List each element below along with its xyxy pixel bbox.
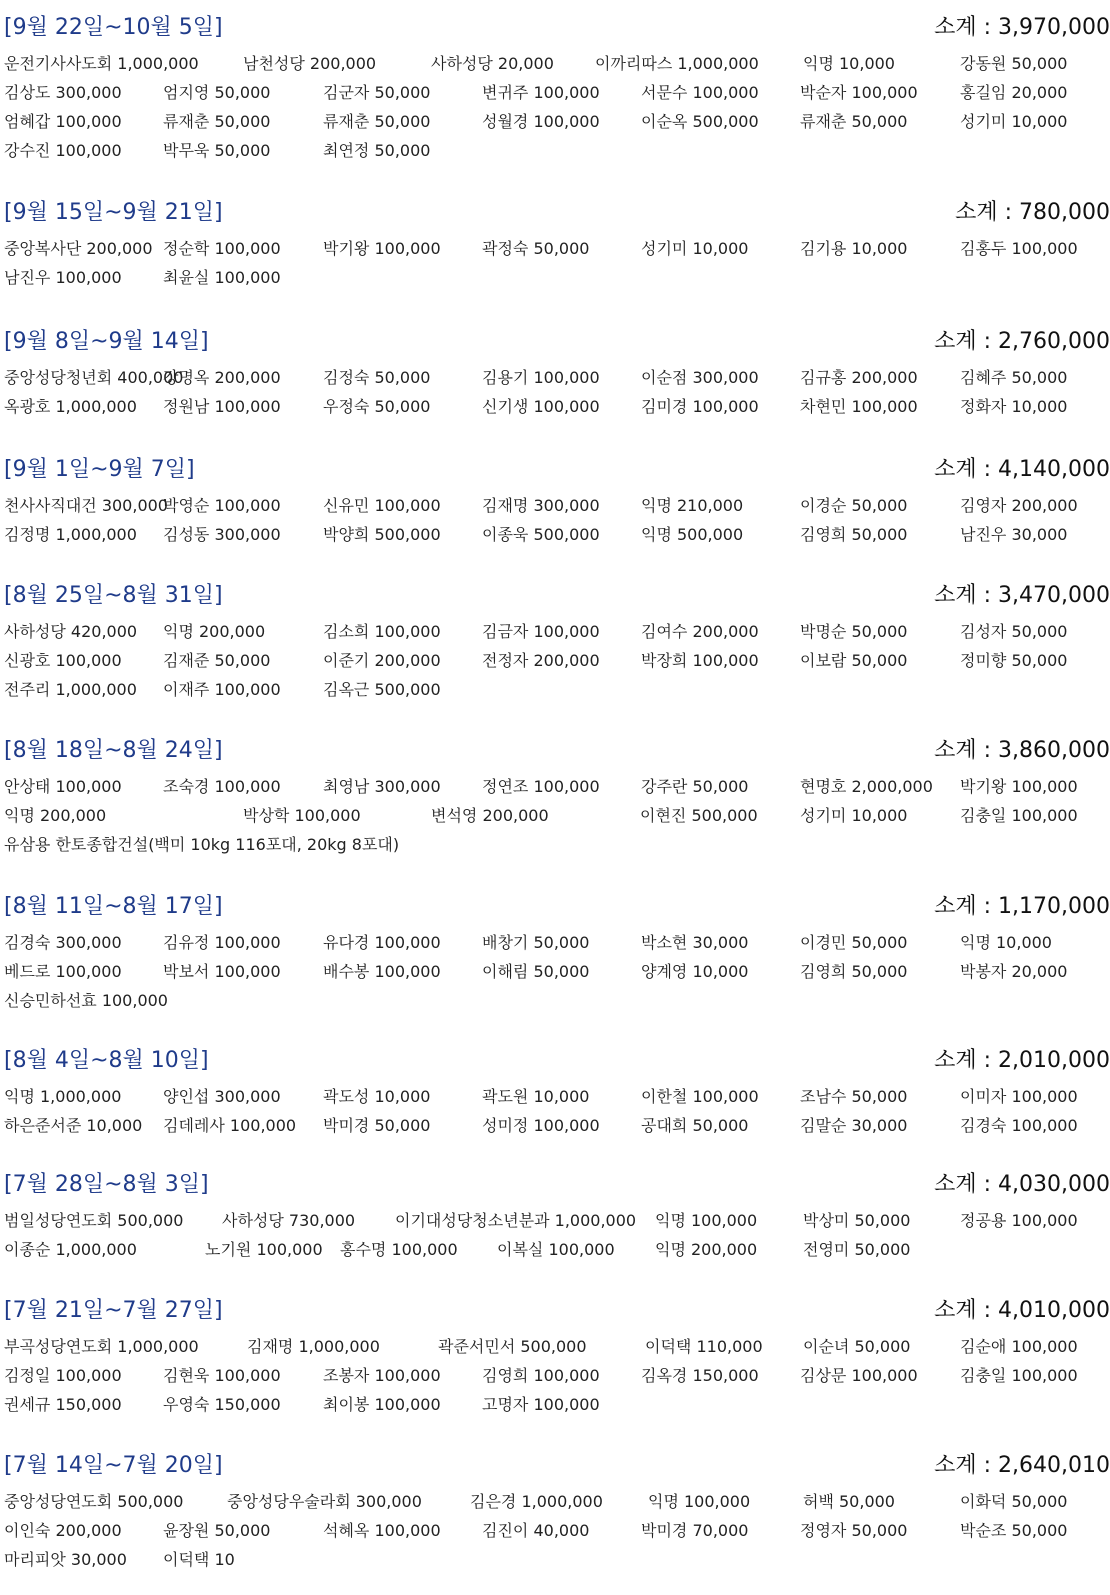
- donor-entry: 박무욱 50,000: [163, 141, 271, 160]
- donor-entry: 이경민 50,000: [800, 933, 908, 952]
- donor-entry: 이경순 50,000: [800, 496, 908, 515]
- donor-entry: 중앙복사단 200,000: [4, 239, 153, 258]
- donor-entry: 박기왕 100,000: [960, 777, 1078, 796]
- donor-entry: 김말순 30,000: [800, 1116, 908, 1135]
- donor-entry: 박순자 100,000: [800, 83, 918, 102]
- donor-entry: 박기왕 100,000: [323, 239, 441, 258]
- donor-entry: 이재주 100,000: [163, 680, 281, 699]
- donor-entry: 김충일 100,000: [960, 1366, 1078, 1385]
- donor-entry: 조숙경 100,000: [163, 777, 281, 796]
- donor-entry: 신승민하선효 100,000: [4, 991, 168, 1010]
- donor-entry: 서문수 100,000: [641, 83, 759, 102]
- donor-entry: 김정명 1,000,000: [4, 525, 137, 544]
- donor-entry: 이기대성당청소년분과 1,000,000: [395, 1211, 637, 1230]
- donor-entry: 정영자 50,000: [800, 1521, 908, 1540]
- donor-entry: 석혜옥 100,000: [323, 1521, 441, 1540]
- donor-entry: 김기용 10,000: [800, 239, 908, 258]
- donor-entry: 곽도성 10,000: [323, 1087, 431, 1106]
- donor-entry: 김영자 200,000: [960, 496, 1078, 515]
- donor-row: [0, 522, 1110, 546]
- subtotal: 소계 : 780,000: [955, 200, 1110, 225]
- donor-entry: 배수봉 100,000: [323, 962, 441, 981]
- donor-entry: 신기생 100,000: [482, 397, 600, 416]
- donor-row: [0, 619, 1110, 643]
- donor-entry: 익명 200,000: [655, 1240, 758, 1259]
- donor-entry: 전정자 200,000: [482, 651, 600, 670]
- donor-entry: 범일성당연도회 500,000: [4, 1211, 184, 1230]
- week-range-title: [8월 18일~8월 24일]: [4, 738, 223, 763]
- donor-entry: 최영남 300,000: [323, 777, 441, 796]
- donor-entry: 신광호 100,000: [4, 651, 122, 670]
- donor-entry: 김옥근 500,000: [323, 680, 441, 699]
- donor-entry: 마리피앗 30,000: [4, 1550, 127, 1569]
- donor-entry: 전주리 1,000,000: [4, 680, 137, 699]
- subtotal: 소계 : 2,640,010: [934, 1453, 1110, 1478]
- donor-entry: 정순학 100,000: [163, 239, 281, 258]
- donor-entry: 홍수명 100,000: [340, 1240, 458, 1259]
- donor-row: [0, 365, 1110, 389]
- donor-entry: 노기원 100,000: [205, 1240, 323, 1259]
- donor-entry: 강주란 50,000: [641, 777, 749, 796]
- donor-entry: 강수진 100,000: [4, 141, 122, 160]
- donor-entry: 고명자 100,000: [482, 1395, 600, 1414]
- donor-row: [0, 80, 1110, 104]
- donor-entry: 곽정숙 50,000: [482, 239, 590, 258]
- donor-entry: 하은준서준 10,000: [4, 1116, 143, 1135]
- donor-entry: 김재준 50,000: [163, 651, 271, 670]
- donor-entry: 홍길임 20,000: [960, 83, 1068, 102]
- donor-entry: 권세규 150,000: [4, 1395, 122, 1414]
- donor-entry: 허백 50,000: [803, 1492, 895, 1511]
- donor-entry: 베드로 100,000: [4, 962, 122, 981]
- donor-entry: 박미경 70,000: [641, 1521, 749, 1540]
- donor-entry: 김규홍 200,000: [800, 368, 918, 387]
- donor-entry: 김순애 100,000: [960, 1337, 1078, 1356]
- subtotal: 소계 : 1,170,000: [934, 894, 1110, 919]
- donor-entry: 양인섭 300,000: [163, 1087, 281, 1106]
- donor-entry: 성기미 10,000: [800, 806, 908, 825]
- donor-entry: 차현민 100,000: [800, 397, 918, 416]
- donor-row: [0, 1237, 1110, 1261]
- donor-entry: 김진이 40,000: [482, 1521, 590, 1540]
- donor-entry: 류재춘 50,000: [163, 112, 271, 131]
- donor-entry: 옥광호 1,000,000: [4, 397, 137, 416]
- donor-entry: 이순점 300,000: [641, 368, 759, 387]
- donor-entry: 박장희 100,000: [641, 651, 759, 670]
- donor-entry: 신유민 100,000: [323, 496, 441, 515]
- donor-row: [0, 394, 1110, 418]
- donor-row: [0, 1084, 1110, 1108]
- week-range-title: [9월 1일~9월 7일]: [4, 457, 195, 482]
- week-range-title: [9월 8일~9월 14일]: [4, 329, 209, 354]
- week-range-title: [8월 25일~8월 31일]: [4, 583, 223, 608]
- donor-entry: 곽준서민서 500,000: [438, 1337, 587, 1356]
- donor-entry: 김혜주 50,000: [960, 368, 1068, 387]
- donor-row: [0, 1518, 1110, 1542]
- donor-entry: 정화자 10,000: [960, 397, 1068, 416]
- donor-entry: 조남수 50,000: [800, 1087, 908, 1106]
- donor-entry: 이종순 1,000,000: [4, 1240, 137, 1259]
- donor-entry: 양계영 10,000: [641, 962, 749, 981]
- donor-entry: 남천성당 200,000: [243, 54, 377, 73]
- donor-entry: 현명호 2,000,000: [800, 777, 933, 796]
- donor-entry: 김경숙 300,000: [4, 933, 122, 952]
- donor-entry: 남진우 100,000: [4, 268, 122, 287]
- donor-entry: 이복실 100,000: [497, 1240, 615, 1259]
- donor-entry: 김충일 100,000: [960, 806, 1078, 825]
- donor-row: [0, 677, 1110, 701]
- week-range-title: [8월 4일~8월 10일]: [4, 1048, 209, 1073]
- subtotal: 소계 : 3,860,000: [934, 738, 1110, 763]
- donor-entry: 박양희 500,000: [323, 525, 441, 544]
- donor-entry: 김재명 1,000,000: [247, 1337, 380, 1356]
- donor-entry: 김상문 100,000: [800, 1366, 918, 1385]
- donor-entry: 박보서 100,000: [163, 962, 281, 981]
- donor-entry: 익명 100,000: [655, 1211, 758, 1230]
- donor-row: [0, 236, 1110, 260]
- donor-entry: 김경숙 100,000: [960, 1116, 1078, 1135]
- donor-entry: 이보람 50,000: [800, 651, 908, 670]
- donor-entry: 이화덕 50,000: [960, 1492, 1068, 1511]
- donor-entry: 김은경 1,000,000: [470, 1492, 603, 1511]
- donor-entry: 김데레사 100,000: [163, 1116, 297, 1135]
- donor-row: [0, 959, 1110, 983]
- donor-entry: 김현욱 100,000: [163, 1366, 281, 1385]
- donor-entry: 배창기 50,000: [482, 933, 590, 952]
- subtotal: 소계 : 3,470,000: [934, 583, 1110, 608]
- donor-entry: 익명 200,000: [163, 622, 266, 641]
- donor-entry: 김금자 100,000: [482, 622, 600, 641]
- subtotal: 소계 : 4,030,000: [934, 1172, 1110, 1197]
- donor-entry: 중앙성당연도회 500,000: [4, 1492, 184, 1511]
- donor-entry: 김성동 300,000: [163, 525, 281, 544]
- donor-entry: 이덕택 10: [163, 1550, 235, 1569]
- donor-entry: 공대희 50,000: [641, 1116, 749, 1135]
- week-range-title: [9월 15일~9월 21일]: [4, 200, 223, 225]
- donor-entry: 이순녀 50,000: [803, 1337, 911, 1356]
- donor-entry: 강동원 50,000: [960, 54, 1068, 73]
- donor-entry: 박상학 100,000: [243, 806, 361, 825]
- donor-entry: 김영희 50,000: [800, 962, 908, 981]
- subtotal: 소계 : 2,010,000: [934, 1048, 1110, 1073]
- donor-entry: 변석영 200,000: [431, 806, 549, 825]
- donor-entry: 익명 100,000: [648, 1492, 751, 1511]
- week-range-title: [7월 14일~7월 20일]: [4, 1453, 223, 1478]
- donor-entry: 김군자 50,000: [323, 83, 431, 102]
- donor-entry: 정미향 50,000: [960, 651, 1068, 670]
- donor-entry: 박미경 50,000: [323, 1116, 431, 1135]
- donor-entry: 류재춘 50,000: [800, 112, 908, 131]
- donor-entry: 엄지영 50,000: [163, 83, 271, 102]
- donor-entry: 이종욱 500,000: [482, 525, 600, 544]
- donor-entry: 김홍두 100,000: [960, 239, 1078, 258]
- donor-entry: 사하성당 730,000: [222, 1211, 356, 1230]
- donor-entry: 이준기 200,000: [323, 651, 441, 670]
- donor-entry: 박소현 30,000: [641, 933, 749, 952]
- week-range-title: [8월 11일~8월 17일]: [4, 894, 223, 919]
- donor-entry: 정연조 100,000: [482, 777, 600, 796]
- donor-entry: 익명 10,000: [803, 54, 895, 73]
- donor-entry: 이현진 500,000: [640, 806, 758, 825]
- donor-entry: 이덕택 110,000: [645, 1337, 763, 1356]
- donor-entry: 중앙성당청년회 400,000: [4, 368, 184, 387]
- donor-entry: 김정숙 50,000: [323, 368, 431, 387]
- donor-entry: 우정숙 50,000: [323, 397, 431, 416]
- donor-entry: 우영숙 150,000: [163, 1395, 281, 1414]
- donor-row: [0, 109, 1110, 133]
- donor-entry: 강명옥 200,000: [163, 368, 281, 387]
- donor-entry: 박순조 50,000: [960, 1521, 1068, 1540]
- donor-row: [0, 1489, 1110, 1513]
- subtotal: 소계 : 2,760,000: [934, 329, 1110, 354]
- donor-entry: 김영희 50,000: [800, 525, 908, 544]
- donor-row: [0, 648, 1110, 672]
- donor-entry: 유삼용 한토종합건설(백미 10kg 116포대, 20kg 8포대): [4, 835, 400, 854]
- donor-entry: 엄혜갑 100,000: [4, 112, 122, 131]
- donor-row: [0, 930, 1110, 954]
- donor-entry: 부곡성당연도회 1,000,000: [4, 1337, 199, 1356]
- week-range-title: [7월 21일~7월 27일]: [4, 1298, 223, 1323]
- donor-entry: 곽도원 10,000: [482, 1087, 590, 1106]
- donor-entry: 성기미 10,000: [960, 112, 1068, 131]
- donor-row: [0, 774, 1110, 798]
- donor-row: [0, 1208, 1110, 1232]
- donor-entry: 박봉자 20,000: [960, 962, 1068, 981]
- donor-row: [0, 1113, 1110, 1137]
- donor-entry: 성월경 100,000: [482, 112, 600, 131]
- donor-entry: 김소희 100,000: [323, 622, 441, 641]
- donor-entry: 류재춘 50,000: [323, 112, 431, 131]
- donor-entry: 김영희 100,000: [482, 1366, 600, 1385]
- donor-entry: 변귀주 100,000: [482, 83, 600, 102]
- subtotal: 소계 : 4,010,000: [934, 1298, 1110, 1323]
- donor-entry: 익명 1,000,000: [4, 1087, 122, 1106]
- donor-entry: 김미경 100,000: [641, 397, 759, 416]
- donor-row: [0, 1392, 1110, 1416]
- donor-row: [0, 988, 1110, 1012]
- donor-entry: 중앙성당우술라회 300,000: [227, 1492, 422, 1511]
- subtotal: 소계 : 4,140,000: [934, 457, 1110, 482]
- donor-entry: 익명 210,000: [641, 496, 744, 515]
- donor-entry: 익명 500,000: [641, 525, 744, 544]
- donor-row: [0, 493, 1110, 517]
- donor-entry: 박영순 100,000: [163, 496, 281, 515]
- donor-entry: 운전기사사도회 1,000,000: [4, 54, 199, 73]
- donor-entry: 이미자 100,000: [960, 1087, 1078, 1106]
- donor-entry: 사하성당 20,000: [431, 54, 554, 73]
- donor-entry: 전영미 50,000: [803, 1240, 911, 1259]
- donor-entry: 정원남 100,000: [163, 397, 281, 416]
- donor-entry: 천사사직대건 300,000: [4, 496, 168, 515]
- donor-entry: 익명 10,000: [960, 933, 1052, 952]
- donor-row: [0, 832, 1110, 856]
- week-range-title: [7월 28일~8월 3일]: [4, 1172, 209, 1197]
- donor-entry: 조봉자 100,000: [323, 1366, 441, 1385]
- donor-entry: 이한철 100,000: [641, 1087, 759, 1106]
- donor-row: [0, 1363, 1110, 1387]
- donor-entry: 사하성당 420,000: [4, 622, 138, 641]
- donor-entry: 성기미 10,000: [641, 239, 749, 258]
- donor-entry: 김상도 300,000: [4, 83, 122, 102]
- donor-entry: 박상미 50,000: [803, 1211, 911, 1230]
- week-range-title: [9월 22일~10월 5일]: [4, 15, 223, 40]
- donor-row: [0, 1547, 1110, 1571]
- donor-entry: 김성자 50,000: [960, 622, 1068, 641]
- donor-row: [0, 265, 1110, 289]
- donor-entry: 김여수 200,000: [641, 622, 759, 641]
- donor-entry: 최윤실 100,000: [163, 268, 281, 287]
- donor-entry: 김재명 300,000: [482, 496, 600, 515]
- donor-row: [0, 1334, 1110, 1358]
- donor-entry: 이해림 50,000: [482, 962, 590, 981]
- donor-row: [0, 803, 1110, 827]
- donor-entry: 유다경 100,000: [323, 933, 441, 952]
- donor-entry: 김용기 100,000: [482, 368, 600, 387]
- donor-entry: 익명 200,000: [4, 806, 107, 825]
- donor-entry: 남진우 30,000: [960, 525, 1068, 544]
- donor-row: [0, 51, 1110, 75]
- donor-row: [0, 138, 1110, 162]
- donor-entry: 이인숙 200,000: [4, 1521, 122, 1540]
- donor-entry: 이까리따스 1,000,000: [595, 54, 759, 73]
- donor-entry: 윤장원 50,000: [163, 1521, 271, 1540]
- donor-entry: 안상태 100,000: [4, 777, 122, 796]
- subtotal: 소계 : 3,970,000: [934, 15, 1110, 40]
- donor-entry: 최연정 50,000: [323, 141, 431, 160]
- donor-entry: 성미정 100,000: [482, 1116, 600, 1135]
- donor-entry: 최이봉 100,000: [323, 1395, 441, 1414]
- donor-entry: 김정일 100,000: [4, 1366, 122, 1385]
- donor-entry: 김옥경 150,000: [641, 1366, 759, 1385]
- donor-entry: 이순옥 500,000: [641, 112, 759, 131]
- donor-entry: 김유정 100,000: [163, 933, 281, 952]
- donor-entry: 박명순 50,000: [800, 622, 908, 641]
- donor-entry: 정공용 100,000: [960, 1211, 1078, 1230]
